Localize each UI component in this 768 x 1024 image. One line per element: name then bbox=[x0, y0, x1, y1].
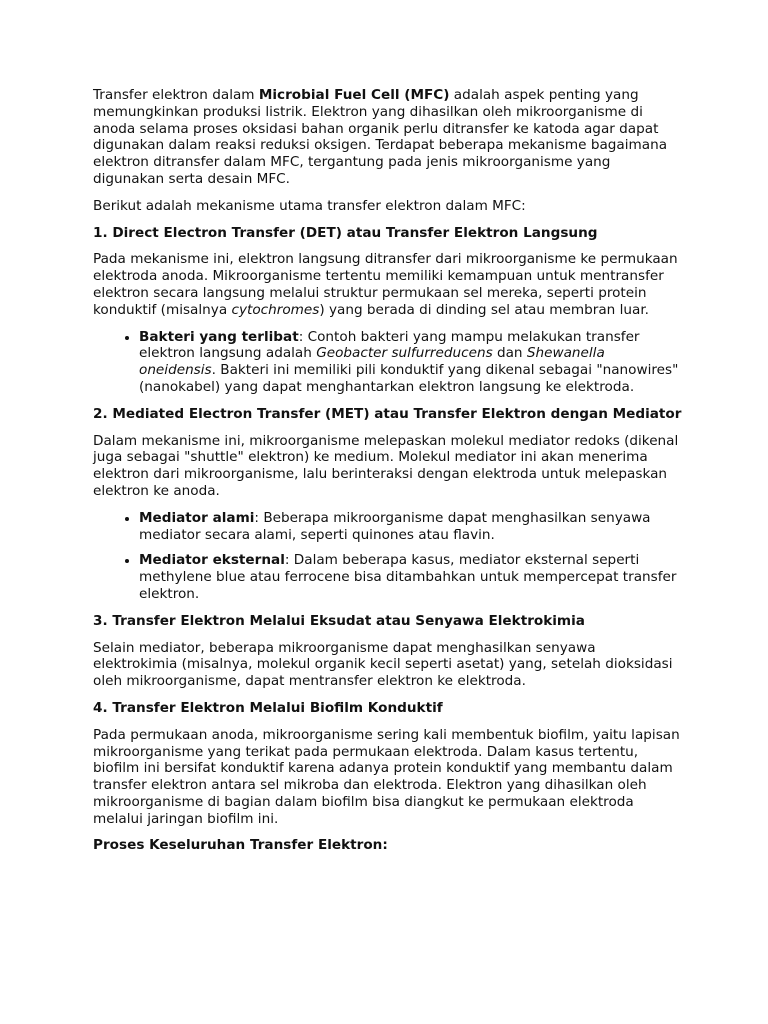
section-1-text-b: ) yang berada di dinding sel atau membran luar. bbox=[319, 301, 650, 318]
geobacter-term: Geobacter sulfurreducens bbox=[316, 345, 493, 362]
section-1-paragraph bbox=[93, 251, 683, 318]
shewanella-term: Shewanella oneidensis bbox=[139, 345, 605, 379]
section-1-heading: 1. Direct Electron Transfer (DET) atau Transfer Elektron Langsung bbox=[93, 224, 598, 241]
bullet-text: : Beberapa mikroorganisme dapat menghasilkan senyawa mediator secara alami, seperti quinones atau flavin. bbox=[139, 509, 651, 543]
mfc-term: Microbial Fuel Cell (MFC) bbox=[258, 87, 450, 103]
section-4-paragraph: Pada permukaan anoda, mikroorganisme sering kali membentuk biofilm, yaitu lapisan mikroorganisme yang terikat pada permukaan elektroda. Dalam kasus tertentu, biofilm ini bersifat konduktif karena adanya protein konduktif yang membantu dalam transfer elektron antara sel mikroba dan elektroda. Elektron yang dihasilkan oleh mikroorganisme di bagian dalam biofilm bisa diangkut ke permukaan elektroda melalui jaringan biofilm ini. bbox=[93, 726, 680, 827]
section-1-list bbox=[93, 329, 683, 396]
intro-paragraph bbox=[93, 87, 683, 188]
bullet-text: . Bakteri ini memiliki pili konduktif yang dikenal sebagai "nanowires" (nanokabel) yang dapat menghantarkan elektron langsung ke elektroda. bbox=[139, 362, 679, 395]
section-4-heading: 4. Transfer Elektron Melalui Biofilm Konduktif bbox=[93, 699, 443, 716]
section-2-paragraph: Dalam mekanisme ini, mikroorganisme melepaskan molekul mediator redoks (dikenal juga sebagai "shuttle" elektron) ke medium. Molekul mediator ini akan menerima elektron dari mikroorganisme, lalu berinteraksi dengan elektroda untuk melepaskan elektron ke anoda. bbox=[93, 432, 679, 499]
intro-mechanisms-line: Berikut adalah mekanisme utama transfer elektron dalam MFC: bbox=[93, 197, 526, 214]
section-5-heading: Proses Keseluruhan Transfer Elektron: bbox=[93, 837, 388, 854]
section-3-paragraph: Selain mediator, beberapa mikroorganisme dapat menghasilkan senyawa elektrokimia (misalnya, molekul organik kecil seperti asetat) yang, setelah dioksidasi oleh mikroorganisme, dapat mentransfer elektron ke elektroda. bbox=[93, 639, 673, 690]
intro-text-c: adalah aspek penting yang memungkinkan produksi listrik. Elektron yang dihasilkan oleh mikroorganisme di anoda selama proses oksidasi bahan organik perlu ditransfer ke katoda agar dapat digunakan dalam reaksi reduksi oksigen. Terdapat beberapa mekanisme bagaimana elektron ditransfer dalam MFC, tergantung pada jenis mikroorganisme yang digunakan serta desain MFC. bbox=[93, 87, 668, 187]
list-item bbox=[139, 510, 683, 544]
bullet-label: Mediator alami bbox=[139, 509, 255, 526]
bullet-text: : Dalam beberapa kasus, mediator eksternal seperti methylene blue atau ferrocene bisa ditambahkan untuk mempercepat transfer elektron. bbox=[139, 552, 677, 602]
section-2-heading: 2. Mediated Electron Transfer (MET) atau Transfer Elektron dengan Mediator bbox=[93, 405, 682, 422]
bullet-text: dan bbox=[492, 345, 527, 362]
section-2-list bbox=[93, 510, 683, 603]
bullet-text: : Contoh bakteri yang mampu melakukan transfer elektron langsung adalah bbox=[139, 328, 640, 362]
intro-text-a: Transfer elektron dalam bbox=[93, 87, 259, 103]
list-item bbox=[139, 552, 683, 602]
cytochromes-term: cytochromes bbox=[231, 301, 320, 318]
bullet-label: Mediator eksternal bbox=[139, 552, 285, 569]
section-1-text-a: Pada mekanisme ini, elektron langsung ditransfer dari mikroorganisme ke permukaan elektroda anoda. Mikroorganisme tertentu memiliki kemampuan untuk mentransfer elektron secara langsung melalui struktur permukaan sel mereka, seperti protein konduktif (misalnya bbox=[93, 251, 678, 318]
document-page bbox=[93, 87, 683, 864]
section-3-heading: 3. Transfer Elektron Melalui Eksudat atau Senyawa Elektrokimia bbox=[93, 612, 585, 629]
bullet-label: Bakteri yang terlibat bbox=[139, 328, 299, 345]
list-item bbox=[139, 329, 683, 396]
